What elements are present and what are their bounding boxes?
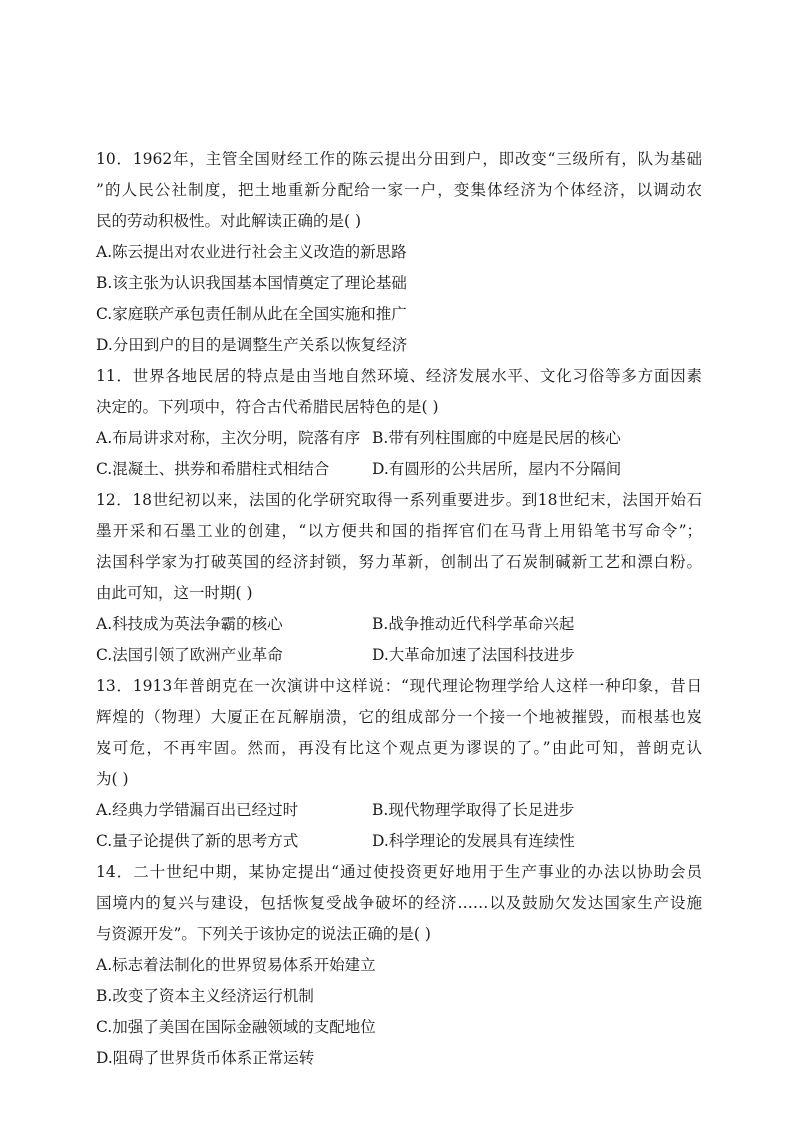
question-12-option-c: C.法国引领了欧洲产业革命 — [96, 646, 283, 664]
question-12-option-a: A.科技成为英法争霸的核心 — [96, 615, 283, 633]
question-14-option-d: D.阻碍了世界货币体系正常运转 — [96, 1049, 315, 1067]
question-12-stem-line-3: 法国科学家为打破英国的经济封锁，努力革新，创制出了石炭制碱新工艺和漂白粉。 — [96, 553, 702, 571]
question-14-stem-line-1: 14．二十世纪中期，某协定提出“通过使投资更好地用于生产事业的办法以协助会员 — [96, 863, 702, 881]
question-12-stem-line-1: 12．18世纪初以来，法国的化学研究取得一系列重要进步。到18世纪末，法国开始石 — [96, 491, 702, 509]
question-13-stem-line-3: 岌可危，不再牢固。然而，再没有比这个观点更为谬误的了。”由此可知，普朗克认 — [96, 739, 702, 757]
question-13-option-d: D.科学理论的发展具有连续性 — [372, 832, 575, 850]
question-10-option-a: A.陈云提出对农业进行社会主义改造的新思路 — [96, 243, 407, 261]
question-10-option-c: C.家庭联产承包责任制从此在全国实施和推广 — [96, 305, 407, 323]
question-11-option-a: A.布局讲求对称，主次分明，院落有序 — [96, 429, 361, 447]
question-11-option-d: D.有圆形的公共居所，屋内不分隔间 — [372, 460, 622, 478]
question-11-option-b: B.带有列柱围廊的中庭是民居的核心 — [372, 429, 621, 447]
question-10-stem-line-3: 民的劳动积极性。对此解读正确的是( ) — [96, 212, 362, 230]
question-10-stem-line-1: 10．1962年，主管全国财经工作的陈云提出分田到户，即改变“三级所有，队为基础 — [96, 150, 702, 168]
question-11-stem-line-1: 11．世界各地民居的特点是由当地自然环境、经济发展水平、文化习俗等多方面因素 — [96, 367, 702, 385]
question-10-option-b: B.该主张为认识我国基本国情奠定了理论基础 — [96, 274, 407, 292]
question-13-option-b: B.现代物理学取得了长足进步 — [372, 801, 575, 819]
question-14-stem-line-3: 与资源开发”。下列关于该协定的说法正确的是( ) — [96, 925, 431, 943]
question-13-option-a: A.经典力学错漏百出已经过时 — [96, 801, 299, 819]
question-12-stem-line-2: 墨开采和石墨工业的创建，“以方便共和国的指挥官们在马背上用铅笔书写命令”； — [96, 522, 702, 540]
question-14-option-c: C.加强了美国在国际金融领域的支配地位 — [96, 1018, 376, 1036]
question-12-option-b: B.战争推动近代科学革命兴起 — [372, 615, 575, 633]
question-14-option-a: A.标志着法制化的世界贸易体系开始建立 — [96, 956, 376, 974]
question-12-stem-line-4: 由此可知，这一时期( ) — [96, 584, 253, 602]
question-13-option-c: C.量子论提供了新的思考方式 — [96, 832, 299, 850]
question-13-stem-line-2: 辉煌的（物理）大厦正在瓦解崩溃，它的组成部分一个接一个地被摧毁，而根基也岌 — [96, 708, 702, 726]
question-12-option-d: D.大革命加速了法国科技进步 — [372, 646, 575, 664]
question-11-option-c: C.混凝土、拱券和希腊柱式相结合 — [96, 460, 330, 478]
question-10-stem-line-2: ”的人民公社制度，把土地重新分配给一家一户，变集体经济为个体经济，以调动农 — [96, 181, 702, 199]
question-13-stem-line-1: 13．1913年普朗克在一次演讲中这样说：“现代理论物理学给人这样一种印象，昔日 — [96, 677, 702, 695]
question-13-stem-line-4: 为( ) — [96, 770, 129, 788]
question-14-option-b: B.改变了资本主义经济运行机制 — [96, 987, 314, 1005]
question-14-stem-line-2: 国境内的复兴与建设，包括恢复受战争破坏的经济……以及鼓励欠发达国家生产设施 — [96, 894, 702, 912]
question-10-option-d: D.分田到户的目的是调整生产关系以恢复经济 — [96, 336, 408, 354]
question-11-stem-line-2: 决定的。下列项中，符合古代希腊民居特色的是( ) — [96, 398, 439, 416]
